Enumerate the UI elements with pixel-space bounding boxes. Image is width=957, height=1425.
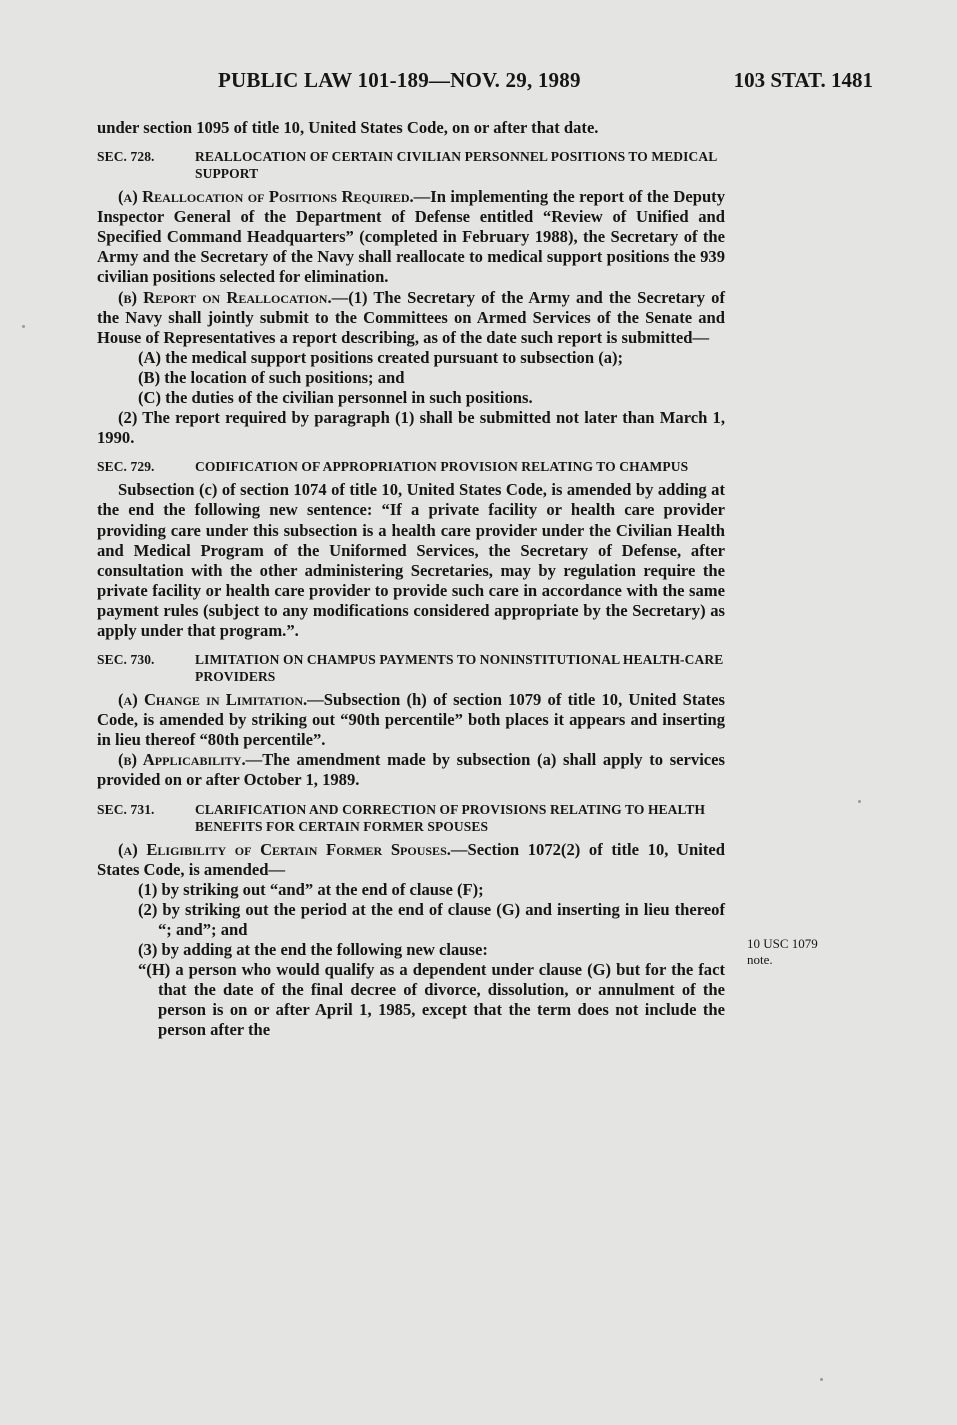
section-728-clause-b: (B) the location of such positions; and <box>138 367 405 387</box>
subsection-label: (a) Change in Limitation. <box>118 690 308 710</box>
section-number: SEC. 731. <box>97 801 155 817</box>
section-730-subsection-b <box>97 750 725 790</box>
document-body <box>97 118 725 1040</box>
subsection-label: (b) Report on Reallocation. <box>118 287 332 307</box>
section-731-clause-h: “(H) a person who would qualify as a dependent under clause (G) but for the fact that the date of the final decree of divorce, dissolution, or annulment of the person is on or after April 1, 1985, except that the term does not include the person after the <box>138 960 725 1040</box>
subsection-label: (b) Applicability. <box>118 750 246 770</box>
page-header <box>200 68 873 96</box>
scan-speck <box>22 325 25 328</box>
section-730-subsection-a <box>97 690 725 750</box>
section-title: LIMITATION ON CHAMPUS PAYMENTS TO NONINSTITUTIONAL HEALTH-CARE PROVIDERS <box>195 652 724 685</box>
section-731-subsection-a <box>97 840 725 880</box>
subsection-text: —The amendment made by subsection (a) shall apply to services provided on or after October 1, 1989. <box>97 750 725 790</box>
section-title: REALLOCATION OF CERTAIN CIVILIAN PERSONNEL POSITIONS TO MEDICAL SUPPORT <box>195 149 717 182</box>
stat-page-number: 103 STAT. 1481 <box>733 68 873 92</box>
subsection-label: (a) Reallocation of Positions Required. <box>118 187 414 207</box>
subsection-text: —Section 1072(2) of title 10, United States Code, is amended— <box>97 839 725 879</box>
section-730-heading <box>97 651 725 685</box>
section-731-item-3: (3) by adding at the end the following new clause: <box>138 940 488 959</box>
subsection-text: —In implementing the report of the Deputy Inspector General of the Department of Defense entitled “Review of Unified and Specified Command Headquarters” (completed in February 1988), the Secretary of the Army and the Secretary of the Navy shall reallocate to medical support positions the 939 civilian positions selected for elimination. <box>97 187 725 287</box>
section-728-clause-c: (C) the duties of the civilian personnel in such positions. <box>138 388 533 408</box>
scan-speck <box>858 800 861 803</box>
margin-note <box>747 936 847 968</box>
section-number: SEC. 728. <box>97 149 155 165</box>
margin-note-label: note. <box>747 952 773 967</box>
section-title: CLARIFICATION AND CORRECTION OF PROVISIONS RELATING TO HEALTH BENEFITS FOR CERTAIN FORMER SPOUSES <box>195 801 706 834</box>
section-728-heading <box>97 148 725 182</box>
section-729-text: Subsection (c) of section 1074 of title 10, United States Code, is amended by adding at the end the following new sentence: “If a private facility or health care provider providing care under this subsection is a health care provider under the Civilian Health and Medical Program of the Uniformed Services, the Secretary of Defense, after consultation with the other administering Secretaries, may by regulation require the private facility or health care provider to provide such care in accordance with the same payment rules (subject to any modifications considered appropriate by the Secretary) as apply under that program.”. <box>97 480 725 640</box>
subsection-text: —Subsection (h) of section 1079 of title 10, United States Code, is amended by striking out “90th percentile” both places it appears and inserting in lieu thereof “80th percentile”. <box>97 690 726 750</box>
section-731-heading <box>97 801 725 835</box>
section-731-item-1: (1) by striking out “and” at the end of clause (F); <box>138 879 484 899</box>
section-728-subsection-b <box>97 288 725 348</box>
section-728-subsection-a <box>97 187 725 287</box>
subsection-label: (a) Eligibility of Certain Former Spouses. <box>118 839 451 859</box>
section-number: SEC. 729. <box>97 459 155 475</box>
subsection-text: —(1) The Secretary of the Army and the Secretary of the Navy shall jointly submit to the Committees on Armed Services of the Senate and House of Representatives a report describing, as of the date such report is submitted— <box>97 287 725 347</box>
intro-paragraph: under section 1095 of title 10, United States Code, on or after that date. <box>97 118 599 137</box>
scan-speck <box>820 1378 823 1381</box>
section-731-item-2: (2) by striking out the period at the end of clause (G) and inserting in lieu thereof “; and”; and <box>138 899 725 939</box>
section-728-clause-a: (A) the medical support positions created pursuant to subsection (a); <box>138 347 624 367</box>
running-head-title: PUBLIC LAW 101-189—NOV. 29, 1989 <box>218 68 581 92</box>
section-number: SEC. 730. <box>97 652 155 668</box>
section-729-heading <box>97 458 725 475</box>
margin-note-citation: 10 USC 1079 <box>747 936 818 951</box>
section-728-paragraph-2: (2) The report required by paragraph (1) shall be submitted not later than March 1, 1990. <box>97 408 725 448</box>
section-title: CODIFICATION OF APPROPRIATION PROVISION RELATING TO CHAMPUS <box>195 459 689 475</box>
